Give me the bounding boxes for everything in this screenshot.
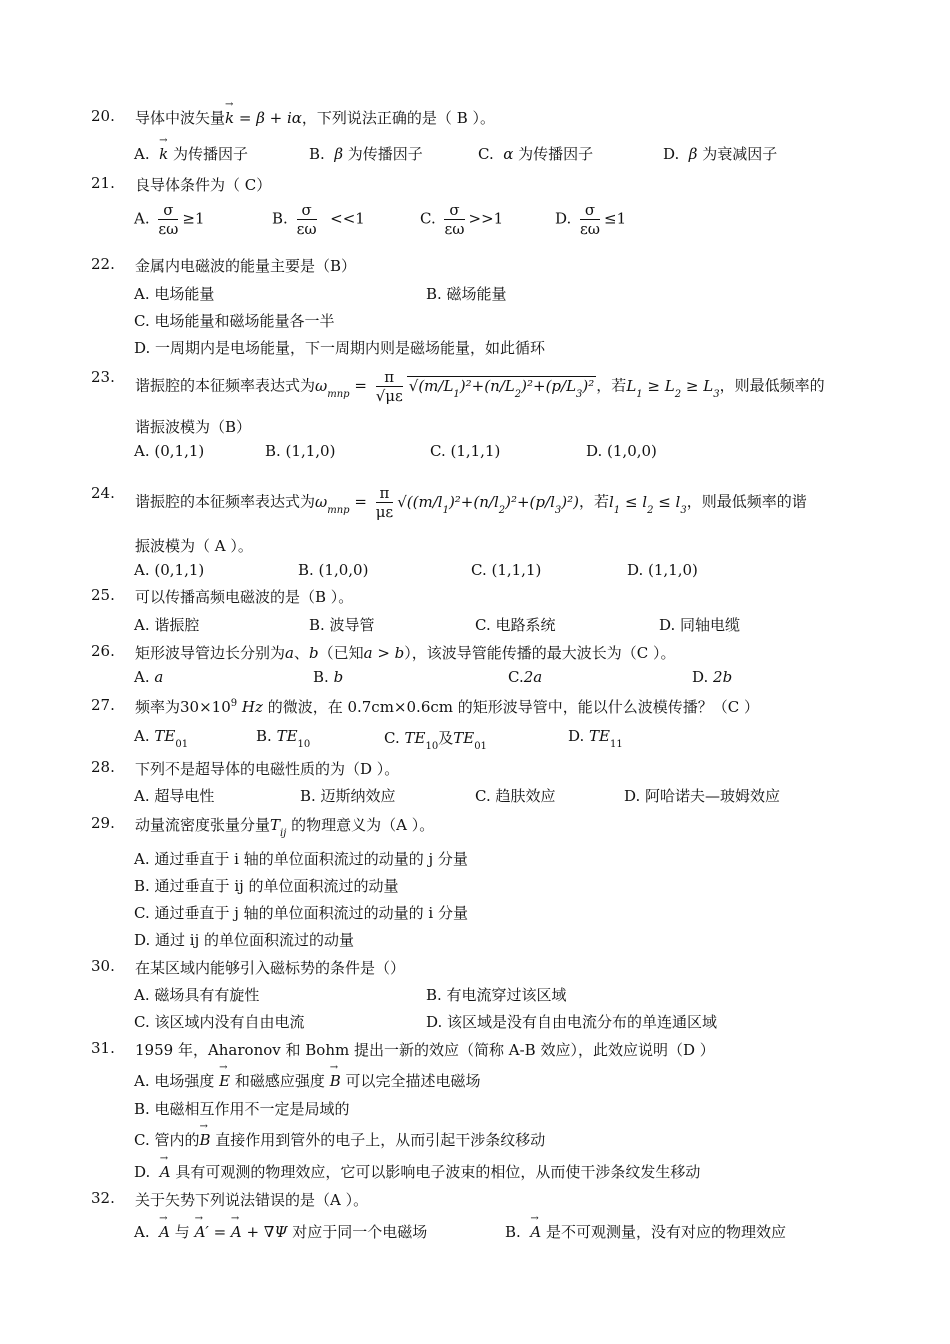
- question-number: 23.: [91, 368, 115, 386]
- question-text: 导体中波矢量→ k = β + iα，下列说法正确的是（ B ）。: [135, 107, 495, 128]
- option-b: B. (1,0,0): [298, 561, 369, 579]
- option-d: D. 同轴电缆: [659, 616, 741, 634]
- option-a: A. a: [134, 668, 164, 686]
- option-b: B. → A 是不可观测量，没有对应的物理效应: [505, 1221, 786, 1242]
- option-a: A. $\frac{\sigma}{\varepsilon\omega}$ ≥1: [134, 201, 205, 238]
- option-d: D. (1,1,0): [627, 561, 698, 579]
- option-b: B. 迈斯纳效应: [300, 787, 396, 805]
- option-c: C. 该区域内没有自由电流: [134, 1013, 305, 1031]
- option-b: B. $TE_{10}$: [256, 727, 311, 750]
- option-a: A. 谐振腔: [134, 616, 200, 634]
- option-a: A. 电场能量: [134, 285, 215, 303]
- option-d: D. → A 具有可观测的物理效应，它可以影响电子波束的相位，从而使干涉条纹发生移动: [134, 1161, 700, 1182]
- option-d: D. 通过 ij 的单位面积流过的动量: [134, 931, 355, 949]
- option-b: B. 磁场能量: [426, 285, 507, 303]
- question-number: 26.: [91, 642, 115, 660]
- option-d: D. β 为衰减因子: [663, 145, 778, 163]
- option-b: B. b: [313, 668, 344, 686]
- question-23-line2: 谐振波模为（B）: [135, 418, 252, 436]
- question-text: 金属内电磁波的能量主要是（B）: [135, 257, 357, 275]
- question-text: 1959 年，Aharonov 和 Bohm 提出一新的效应（简称 A-B 效应），此效应说明（D ）: [135, 1041, 715, 1059]
- option-a: A. → k 为传播因子: [134, 143, 248, 164]
- option-b: B. 电磁相互作用不一定是局域的: [134, 1100, 350, 1118]
- option-b: B. β 为传播因子: [309, 145, 423, 163]
- option-d: D. $\frac{\sigma}{\varepsilon\omega}$ ≤1: [555, 201, 627, 238]
- option-d: D. 2b: [692, 668, 733, 686]
- option-c: C. 趋肤效应: [475, 787, 556, 805]
- option-d: D. 一周期内是电场能量，下一周期内则是磁场能量，如此循环: [134, 339, 546, 357]
- option-c: C. α 为传播因子: [478, 145, 594, 163]
- option-c: C.2a: [508, 668, 543, 686]
- question-number: 21.: [91, 174, 115, 192]
- option-c: C. $\frac{\sigma}{\varepsilon\omega}$ >>1: [420, 201, 504, 238]
- question-text: 动量流密度张量分量$T_{ij}$ 的物理意义为（A ）。: [135, 816, 435, 839]
- option-c: C. (1,1,1): [430, 442, 501, 460]
- question-number: 22.: [91, 255, 115, 273]
- option-c: C. $TE_{10}$及$TE_{01}$: [384, 729, 487, 752]
- question-text: 频率为$30\times 10^9$ Hz 的微波，在 0.7cm×0.6cm 的矩形波导管中，能以什么波模传播？（C ）: [135, 698, 759, 716]
- question-number: 25.: [91, 586, 115, 604]
- question-number: 30.: [91, 957, 115, 975]
- option-d: D. $TE_{11}$: [568, 727, 623, 750]
- question-text: 关于矢势下列说法错误的是（A ）。: [135, 1191, 369, 1209]
- question-number: 27.: [91, 696, 115, 714]
- option-b: B. 有电流穿过该区域: [426, 986, 567, 1004]
- question-24-line2: 振波模为（ A ）。: [135, 537, 253, 555]
- option-a: A. 超导电性: [134, 787, 215, 805]
- question-text: 矩形波导管边长分别为a、b（已知a > b），该波导管能传播的最大波长为（C ）。: [135, 644, 676, 662]
- option-a: A. 电场强度 → E 和磁感应强度 → B 可以完全描述电磁场: [134, 1070, 481, 1091]
- option-d: D. 该区域是没有自由电流分布的单连通区域: [426, 1013, 718, 1031]
- question-number: 29.: [91, 814, 115, 832]
- question-text: 在某区域内能够引入磁标势的条件是（）: [135, 959, 406, 977]
- option-b: B. (1,1,0): [265, 442, 336, 460]
- option-b: B. 波导管: [309, 616, 375, 634]
- option-a: A. 通过垂直于 i 轴的单位面积流过的动量的 j 分量: [134, 850, 468, 868]
- option-c: C. 电场能量和磁场能量各一半: [134, 312, 335, 330]
- question-text: 良导体条件为（ C）: [135, 176, 272, 194]
- option-c: C. 电路系统: [475, 616, 556, 634]
- question-number: 28.: [91, 758, 115, 776]
- question-text: 下列不是超导体的电磁性质的为（D ）。: [135, 760, 400, 778]
- option-a: A. (0,1,1): [134, 561, 205, 579]
- option-c: C. (1,1,1): [471, 561, 542, 579]
- question-text: 谐振腔的本征频率表达式为$\omega_{mnp}$ = $\frac{\pi}{\mu\varepsilon}$ $√((m/l_1)^2+(n/l_2)^2+(p/l_3)^2)$，若$l_1 \le l_2 \le l_3$，则最低频率的谐: [135, 484, 807, 521]
- question-number: 24.: [91, 484, 115, 502]
- option-a: A. → A 与 → A′ = → A + ∇Ψ 对应于同一个电磁场: [134, 1221, 427, 1242]
- question-text: 可以传播高频电磁波的是（B ）。: [135, 588, 354, 606]
- option-d: D. 阿哈诺夫—玻姆效应: [624, 787, 781, 805]
- option-a: A. $TE_{01}$: [134, 727, 189, 750]
- question-number: 20.: [91, 107, 115, 125]
- option-b: B. $\frac{\sigma}{\varepsilon\omega}$ <<1: [272, 201, 365, 238]
- option-c: C. 通过垂直于 j 轴的单位面积流过的动量的 i 分量: [134, 904, 469, 922]
- option-a: A. (0,1,1): [134, 442, 205, 460]
- option-c: C. 管内的→ B 直接作用到管外的电子上，从而引起干涉条纹移动: [134, 1129, 545, 1150]
- question-number: 31.: [91, 1039, 115, 1057]
- option-b: B. 通过垂直于 ij 的单位面积流过的动量: [134, 877, 399, 895]
- option-a: A. 磁场具有有旋性: [134, 986, 260, 1004]
- option-d: D. (1,0,0): [586, 442, 657, 460]
- question-number: 32.: [91, 1189, 115, 1207]
- question-text: 谐振腔的本征频率表达式为$\omega_{mnp}$ = $\frac{\pi}{√\mu\varepsilon}$ $√(m/L_1)^2+(n/L_2)^2+(p/L_3)^2$ ，若$L_1 \ge L_2 \ge L_3$，则最低频率的: [135, 368, 825, 405]
